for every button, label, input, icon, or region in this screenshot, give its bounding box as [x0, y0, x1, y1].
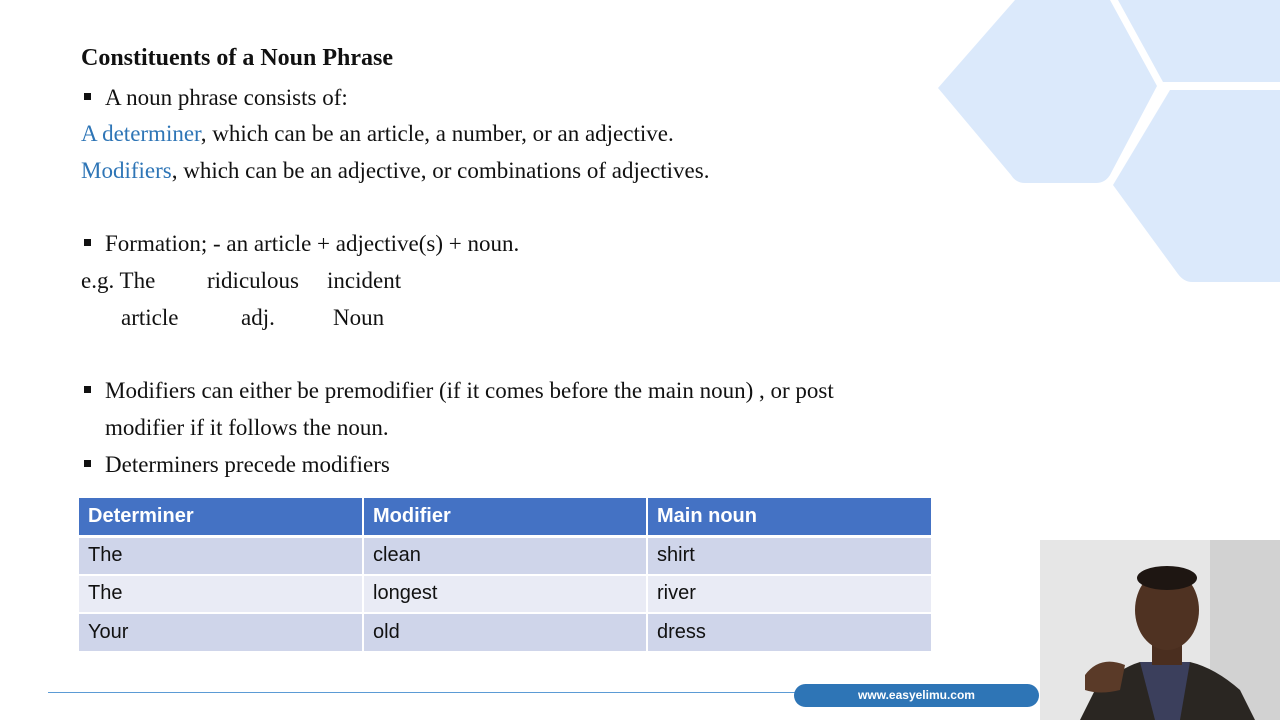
example-label-article: article: [121, 305, 179, 330]
bullet-determiners-precede: Determiners precede modifiers: [105, 452, 390, 477]
example-label-noun: Noun: [333, 305, 385, 330]
header-modifier: Modifier: [363, 498, 647, 536]
noun-phrase-table: [79, 498, 931, 653]
determiner-term: A determiner: [81, 121, 201, 146]
example-noun: incident: [327, 268, 402, 293]
determiner-description: , which can be an article, a number, or an adjective.: [200, 121, 674, 146]
table-cell: Your: [79, 613, 363, 652]
modifiers-definition: [81, 157, 709, 185]
table-cell: old: [363, 613, 647, 652]
footer-divider: [48, 692, 808, 693]
bullet-noun-phrase-consists: A noun phrase consists of:: [105, 85, 348, 110]
example-label-adj: adj.: [241, 305, 275, 330]
table-cell: The: [79, 575, 363, 614]
table-cell: longest: [363, 575, 647, 614]
presenter-silhouette: [1040, 540, 1280, 720]
table-row: [79, 536, 931, 575]
presenter-webcam: [1040, 540, 1280, 720]
hexagon-top-right: [1118, 0, 1280, 82]
bullet-marker: [84, 239, 91, 246]
bullet-formation: Formation; - an article + adjective(s) + noun.: [105, 231, 520, 256]
table-header-row: [79, 498, 931, 536]
bullet-modifiers-line2: modifier if it follows the noun.: [105, 415, 389, 440]
table-cell: shirt: [647, 536, 931, 575]
hexagon-left: [938, 0, 1157, 183]
bullet-modifiers-line1: Modifiers can either be premodifier (if it comes before the main noun) , or post: [105, 378, 834, 403]
determiner-definition: [81, 120, 674, 148]
slide-title: Constituents of a Noun Phrase: [81, 45, 394, 71]
modifiers-term: Modifiers: [81, 158, 172, 183]
table-row: [79, 613, 931, 652]
bullet-marker: [84, 460, 91, 467]
header-main-noun: Main noun: [647, 498, 931, 536]
table-cell: clean: [363, 536, 647, 575]
table-cell: The: [79, 536, 363, 575]
header-determiner: Determiner: [79, 498, 363, 536]
table-row: [79, 575, 931, 614]
bullet-marker: [84, 93, 91, 100]
example-adjective: ridiculous: [207, 268, 299, 293]
example-prefix: e.g. The: [81, 268, 156, 293]
table-cell: dress: [647, 613, 931, 652]
table-cell: river: [647, 575, 931, 614]
hexagon-right: [1113, 90, 1280, 282]
footer-website-link[interactable]: www.easyelimu.com: [794, 684, 1039, 707]
modifiers-description: , which can be an adjective, or combinations of adjectives.: [171, 158, 710, 183]
bullet-marker: [84, 386, 91, 393]
